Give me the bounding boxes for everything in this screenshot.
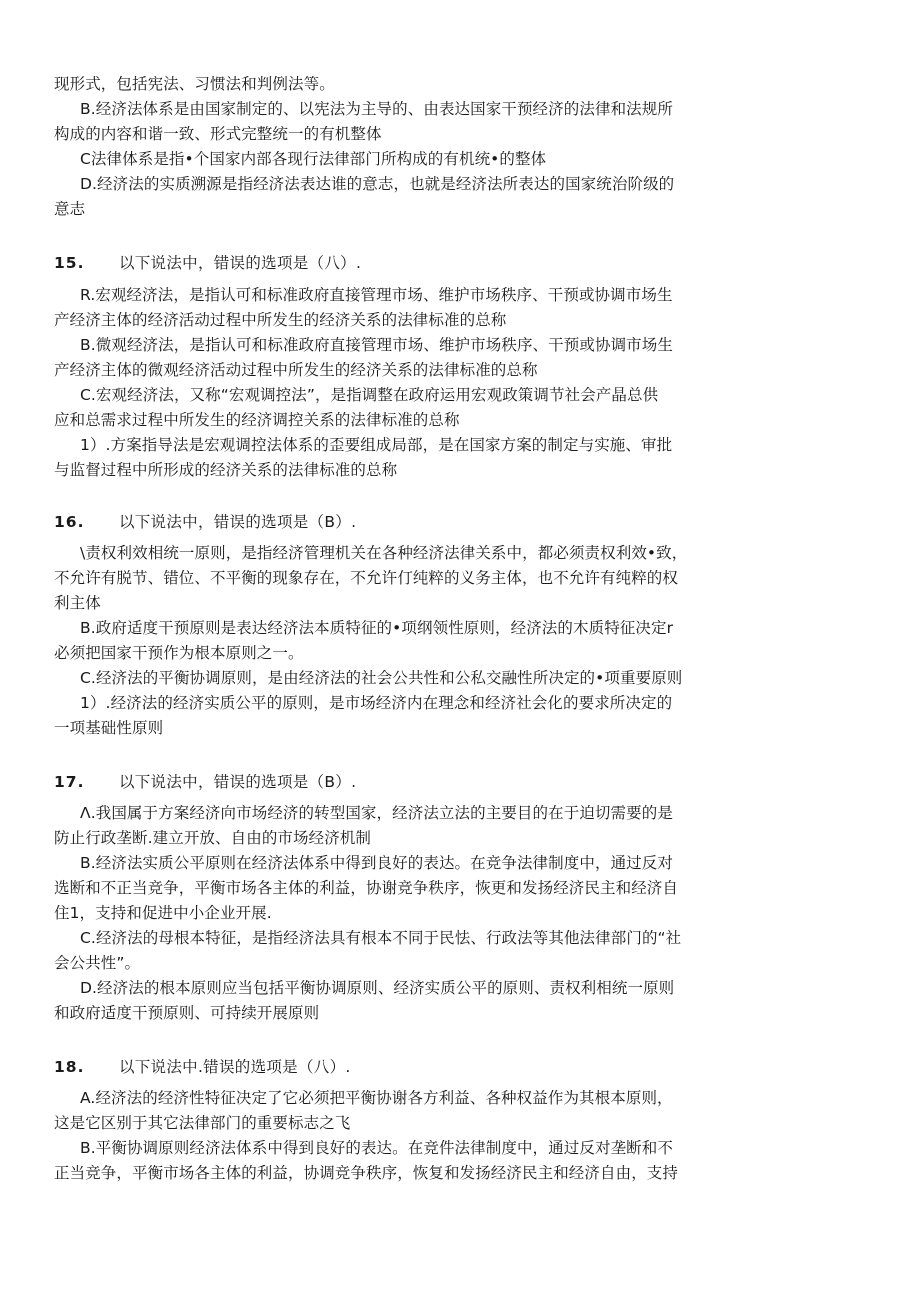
text-line: 选断和不正当竞争，平衡市场各主体的利益，协谢竞争秩序，恢更和发扬经济民主和经济自	[54, 879, 679, 897]
option-c: C.宏观经济法，又称“宏观调控法”，是指调整在政府运用宏观政策调节社会产晶总供	[80, 386, 659, 404]
question-text: 以下说法中，错误的选项是（八）.	[118, 254, 362, 272]
option-a: Λ.我国属于方案经济向市场经济的转型国家，经济法立法的主要目的在于迫切需要的是	[80, 804, 673, 822]
text-line: 产经济主体的微观经济活动过程中所发生的经济关系的法律标准的总称	[54, 361, 538, 379]
text-line: 现形式，包括宪法、习惯法和判例法等。	[54, 75, 335, 93]
option-b: B.平衡协调原则经济法体系中得到良好的表达。在竞件法律制度中，通过反对垄断和不	[80, 1139, 673, 1157]
text-line: 产经济主体的经济活动过程中所发生的经济关系的法律标准的总称	[54, 311, 507, 329]
question-text: 以下说法中，错误的选项是（B）.	[118, 773, 357, 791]
option-a: \责权利效相统一原则，是指经济管理机关在各种经济法律关系中，都必须责权利效•致，	[80, 544, 688, 562]
option-d: D.经济法的根本原则应当包括平衡协调原则、经济实质公平的原则、责权利相统一原则	[80, 979, 675, 997]
question-number: 15.	[54, 254, 85, 272]
option-b: B.经济法体系是由国家制定的、以宪法为主导的、由表达国家干预经济的法律和法规所	[80, 100, 673, 118]
text-line: 会公共性”。	[54, 954, 141, 972]
option-d: 1）.经济法的经济实质公平的原则，是市场经济内在理念和经济社会化的要求所决定的	[80, 694, 673, 712]
text-line: 防止行政垄断.建立开放、自由的市场经济机制	[54, 829, 372, 847]
option-c: C.经济法的平衡协调原则，是由经济法的社会公共性和公私交融性所决定的•项重要原则	[80, 669, 683, 687]
option-d: 1）.方案指导法是宏观调控法体系的歪要组成局部，是在国家方案的制定与实施、审批	[80, 436, 673, 454]
option-b: B.政府适度干预原则是表达经济法本质特征的•项纲领性原则，经济法的木质特征决定r	[80, 619, 674, 637]
option-c: C.经济法的母根本特征，是指经济法具有根本不同于民怯、行政法等其他法律部门的“社	[80, 929, 682, 947]
option-a: A.经济法的经济性特征决定了它必须把平衡协谢各方利益、各种权益作为其根本原则，	[80, 1089, 673, 1107]
question-text: 以下说法中，错误的选项是（B）.	[118, 513, 357, 531]
question-16	[54, 512, 356, 532]
question-text: 以下说法中.错误的选项是（八）.	[118, 1058, 351, 1076]
text-line: 住1，支持和促进中小企业开展.	[54, 904, 272, 922]
option-b: B.经济法实质公平原则在经济法体系中得到良好的表达。在竞争法律制度中，通过反对	[80, 854, 673, 872]
question-18	[54, 1057, 351, 1077]
text-line: 这是它区别于其它法律部门的重要标志之飞	[54, 1114, 351, 1132]
text-line: 利主体	[54, 594, 101, 612]
text-line: 不允许有脱节、错位、不平衡的现象存在，不允许仃纯粹的义务主体，也不允许有纯粹的权	[54, 569, 679, 587]
text-line: 和政府适度干预原则、可持续开展原则	[54, 1004, 320, 1022]
question-17	[54, 772, 356, 792]
text-line: 正当竞争，平衡市场各主体的利益，协调竞争秩序，恢复和发扬经济民主和经济自由，支持	[54, 1164, 679, 1182]
question-number: 17.	[54, 773, 85, 791]
text-line: 构成的内容和谐一致、形式完整统一的有机整体	[54, 125, 382, 143]
question-number: 16.	[54, 513, 85, 531]
text-line: 必须把国家干预作为根本原则之一。	[54, 644, 304, 662]
text-line: 与监督过程中所形成的经济关系的法律标准的总称	[54, 461, 398, 479]
option-a: R.宏观经济法，是指认可和标准政府直接管理市场、维护市场秩序、干预或协调市场生	[80, 286, 673, 304]
option-b: B.微观经济法，是指认可和标准政府直接管理市场、维护市场秩序、干预或协调市场生	[80, 336, 673, 354]
option-c: C法律体系是指•个国家内部各现行法律部门所构成的有机统•的整体	[80, 150, 547, 168]
text-line: 应和总需求过程中所发生的经济调控关系的法律标准的总称	[54, 411, 460, 429]
question-15	[54, 253, 361, 273]
text-line: 意志	[54, 200, 86, 218]
question-number: 18.	[54, 1058, 85, 1076]
option-d: D.经济法的实质溯源是指经济法表达谁的意志，也就是经济法所表达的国家统治阶级的	[80, 175, 675, 193]
text-line: 一项基础性原则	[54, 719, 164, 737]
